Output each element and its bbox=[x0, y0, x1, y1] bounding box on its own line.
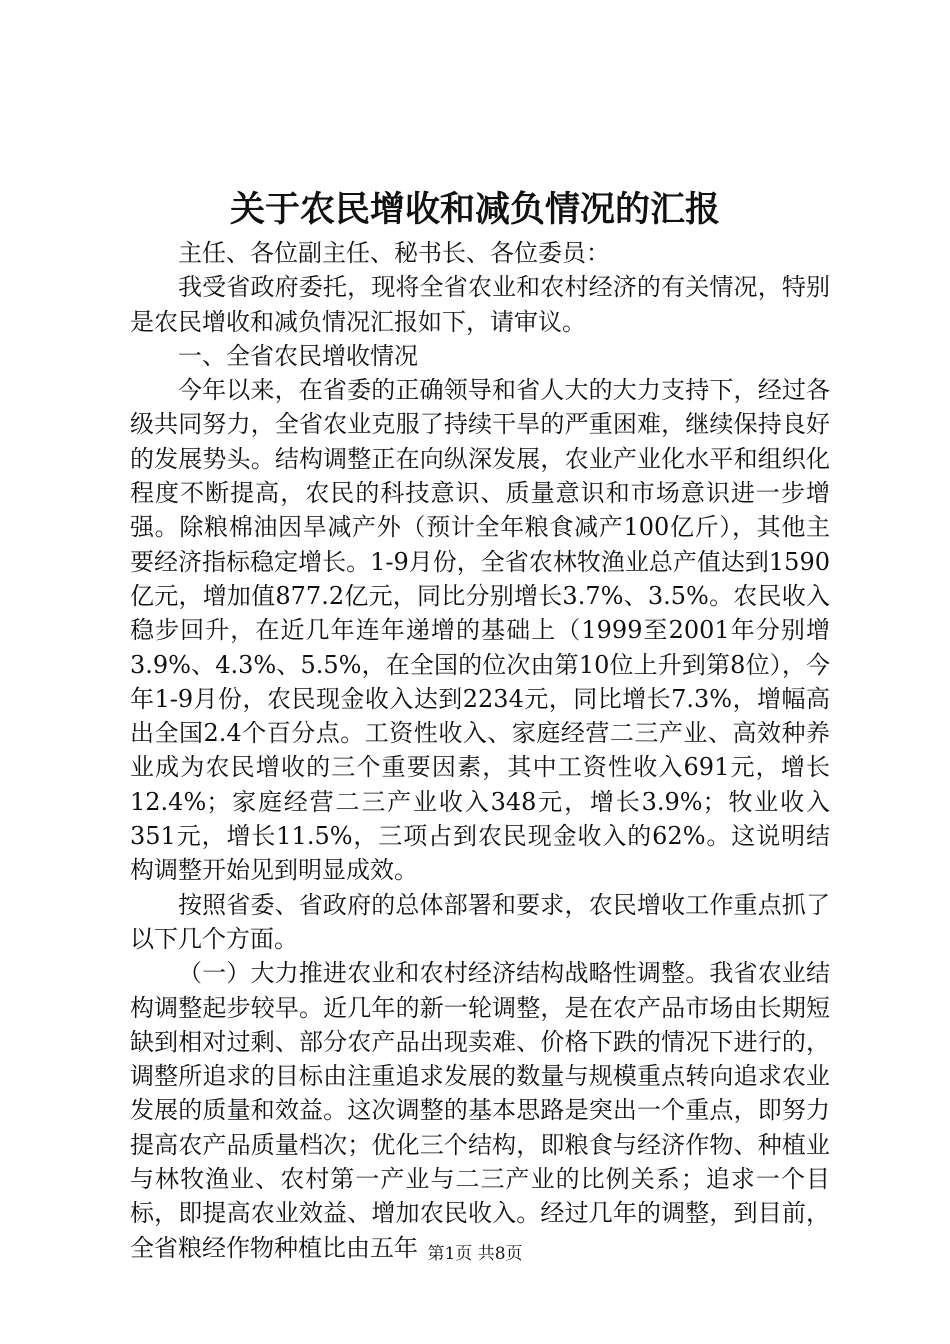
intro-paragraph: 我受省政府委托，现将全省农业和农村经济的有关情况，特别是农民增收和减负情况汇报如下，请审议。 bbox=[130, 273, 830, 336]
salutation-paragraph: 主任、各位副主任、秘书长、各位委员： bbox=[178, 239, 610, 267]
body-paragraph: （一）大力推进农业和农村经济结构战略性调整。我省农业结构调整起步较早。近几年的新一轮调整，是在农产品市场由长期短缺到相对过剩、部分农产品出现卖难、价格下跌的情况下进行的，调整所追求的目标由注重追求发展的数量与规模重点转向追求农业发展的质量和效益。这次调整的基本思路是突出一个重点，即努力提高农产品质量档次；优化三个结构，即粮食与经济作物、种植业与林牧渔业、农村第一产业与二三产业的比例关系；追求一个目标，即提高农业效益、增加农民收入。经过几年的调整，到目前，全省粮经作物种植比由五年 bbox=[130, 959, 830, 1262]
page-number-footer: 第1页 共8页 bbox=[427, 1244, 523, 1264]
section-heading: 一、全省农民增收情况 bbox=[178, 341, 418, 370]
document-title: 关于农民增收和减负情况的汇报 bbox=[229, 189, 720, 230]
document-body bbox=[130, 236, 830, 1265]
body-paragraph: 按照省委、省政府的总体部署和要求，农民增收工作重点抓了以下几个方面。 bbox=[130, 890, 830, 953]
body-paragraph: 今年以来，在省委的正确领导和省人大的大力支持下，经过各级共同努力，全省农业克服了持续干旱的严重困难，继续保持良好的发展势头。结构调整正在向纵深发展，农业产业化水平和组织化程度不断提高，农民的科技意识、质量意识和市场意识进一步增强。除粮棉油因旱减产外（预计全年粮食减产100亿斤），其他主要经济指标稳定增长。1-9月份，全省农林牧渔业总产值达到1590亿元，增加值877.2亿元，同比分别增长3.7%、3.5%。农民收入稳步回升，在近几年连年递增的基础上（1999至2001年分别增3.9%、4.3%、5.5%，在全国的位次由第10位上升到第8位），今年1-9月份，农民现金收入达到2234元，同比增长7.3%，增幅高出全国2.4个百分点。工资性收入、家庭经营二三产业、高效种养业成为农民增收的三个重要因素，其中工资性收入691元，增长12.4%；家庭经营二三产业收入348元，增长3.9%；牧业收入351元，增长11.5%，三项占到农民现金收入的62%。这说明结构调整开始见到明显成效。 bbox=[130, 376, 830, 885]
